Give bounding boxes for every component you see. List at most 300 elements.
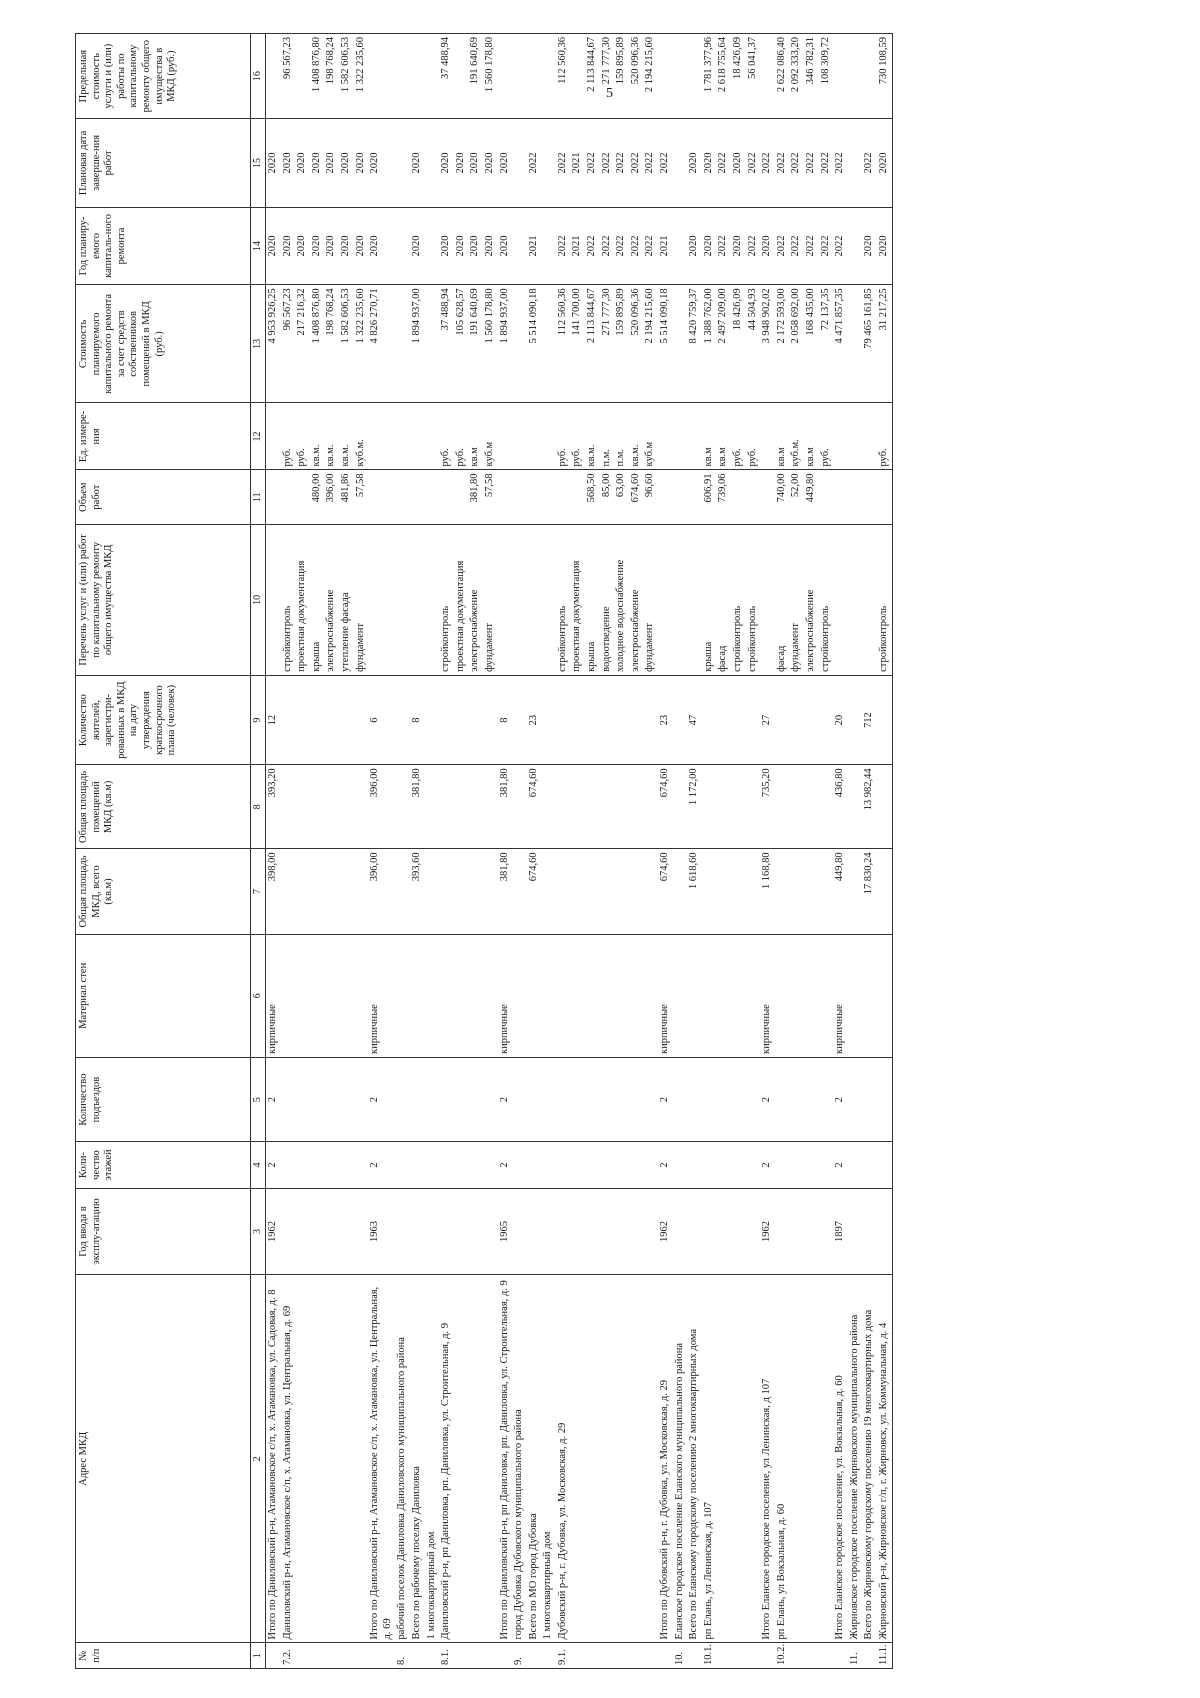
cost-cell: 1 322 235,60 bbox=[354, 285, 369, 403]
work-volume-cell: 739,06 bbox=[716, 470, 731, 524]
column-number: 11 bbox=[251, 470, 266, 524]
address-cell bbox=[614, 1275, 629, 1643]
address-cell: Жирновский р-н, Жирновское г/п, г. Жирновск, ул. Коммунальная, д. 4 bbox=[877, 1275, 892, 1643]
plan-year-cell: 2022 bbox=[614, 207, 629, 285]
finish-date-cell: 2022 bbox=[600, 119, 615, 207]
floors-cell bbox=[629, 1142, 644, 1189]
plan-year-cell: 2022 bbox=[629, 207, 644, 285]
work-volume-cell: 96,60 bbox=[643, 470, 658, 524]
work-volume-cell: 568,50 bbox=[585, 470, 600, 524]
commission-year-cell bbox=[281, 1188, 296, 1274]
column-number: 4 bbox=[251, 1142, 266, 1189]
table-row bbox=[512, 34, 527, 1669]
total-area-cell bbox=[789, 849, 804, 934]
table-row bbox=[454, 34, 469, 1669]
finish-date-cell: 2020 bbox=[368, 119, 395, 207]
address-cell bbox=[324, 1275, 339, 1643]
plan-year-cell: 2022 bbox=[643, 207, 658, 285]
residents-cell bbox=[281, 675, 296, 764]
row-number bbox=[804, 1643, 819, 1669]
table-row bbox=[339, 34, 354, 1669]
finish-date-cell: 2020 bbox=[483, 119, 498, 207]
plan-year-cell: 2020 bbox=[760, 207, 775, 285]
table-row bbox=[687, 34, 702, 1669]
residents-cell bbox=[468, 675, 483, 764]
unit-cell: п.м. bbox=[600, 403, 615, 470]
unit-cell: куб.м. bbox=[789, 403, 804, 470]
wall-material-cell: кирпичные bbox=[760, 934, 775, 1057]
floors-cell bbox=[354, 1142, 369, 1189]
plan-year-cell: 2021 bbox=[658, 207, 673, 285]
wall-material-cell bbox=[877, 934, 892, 1057]
row-number bbox=[483, 1643, 498, 1669]
table-row bbox=[819, 34, 834, 1669]
cost-cell: 2 194 215,60 bbox=[643, 285, 658, 403]
premises-area-cell bbox=[819, 765, 834, 849]
plan-year-cell bbox=[512, 207, 527, 285]
residents-cell bbox=[614, 675, 629, 764]
wall-material-cell bbox=[541, 934, 556, 1057]
floors-cell bbox=[281, 1142, 296, 1189]
premises-area-cell bbox=[702, 765, 717, 849]
work-volume-cell: 396,00 bbox=[324, 470, 339, 524]
work-type-cell bbox=[848, 524, 863, 675]
limit-cost-cell bbox=[454, 34, 469, 119]
commission-year-cell: 1962 bbox=[658, 1188, 673, 1274]
table-row bbox=[833, 34, 848, 1669]
wall-material-cell: кирпичные bbox=[498, 934, 513, 1057]
commission-year-cell bbox=[673, 1188, 688, 1274]
unit-cell bbox=[862, 403, 877, 470]
total-area-cell bbox=[804, 849, 819, 934]
column-number: 1 bbox=[251, 1643, 266, 1669]
work-volume-cell: 57,58 bbox=[354, 470, 369, 524]
plan-year-cell: 2020 bbox=[410, 207, 425, 285]
finish-date-cell: 2022 bbox=[746, 119, 761, 207]
table-row bbox=[804, 34, 819, 1669]
floors-cell bbox=[483, 1142, 498, 1189]
address-cell: рп Елань, ул Вокзальная, д. 60 bbox=[775, 1275, 790, 1643]
total-area-cell: 398,00 bbox=[266, 849, 281, 934]
wall-material-cell bbox=[512, 934, 527, 1057]
total-area-cell bbox=[629, 849, 644, 934]
commission-year-cell bbox=[731, 1188, 746, 1274]
commission-year-cell bbox=[819, 1188, 834, 1274]
work-type-cell bbox=[658, 524, 673, 675]
work-volume-cell bbox=[760, 470, 775, 524]
cost-cell: 5 514 090,18 bbox=[527, 285, 542, 403]
wall-material-cell bbox=[295, 934, 310, 1057]
plan-year-cell: 2020 bbox=[877, 207, 892, 285]
cost-cell: 105 628,57 bbox=[454, 285, 469, 403]
total-area-cell bbox=[702, 849, 717, 934]
floors-cell bbox=[673, 1142, 688, 1189]
entrances-cell bbox=[281, 1058, 296, 1142]
address-cell bbox=[643, 1275, 658, 1643]
total-area-cell bbox=[281, 849, 296, 934]
limit-cost-cell: 191 640,69 bbox=[468, 34, 483, 119]
total-area-cell bbox=[716, 849, 731, 934]
limit-cost-cell: 520 096,36 bbox=[629, 34, 644, 119]
commission-year-cell bbox=[702, 1188, 717, 1274]
floors-cell bbox=[310, 1142, 325, 1189]
column-number: 12 bbox=[251, 403, 266, 470]
unit-cell: руб. bbox=[556, 403, 571, 470]
wall-material-cell bbox=[483, 934, 498, 1057]
column-number: 5 bbox=[251, 1058, 266, 1142]
entrances-cell bbox=[541, 1058, 556, 1142]
header-cell: Общая площадь помещений МКД (кв.м) bbox=[76, 765, 251, 849]
entrances-cell bbox=[483, 1058, 498, 1142]
work-volume-cell bbox=[687, 470, 702, 524]
plan-year-cell: 2022 bbox=[585, 207, 600, 285]
cost-cell: 4 471 857,35 bbox=[833, 285, 848, 403]
row-number bbox=[541, 1643, 556, 1669]
table-row bbox=[439, 34, 454, 1669]
work-volume-cell: 52,00 bbox=[789, 470, 804, 524]
row-number: 10. bbox=[673, 1643, 688, 1669]
limit-cost-cell: 56 041,37 bbox=[746, 34, 761, 119]
entrances-cell: 2 bbox=[833, 1058, 848, 1142]
header-cell: Перечень услуг и (или) работ по капитальному ремонту общего имущества МКД bbox=[76, 524, 251, 675]
table-row bbox=[266, 34, 281, 1669]
plan-year-cell: 2020 bbox=[368, 207, 395, 285]
work-type-cell bbox=[541, 524, 556, 675]
unit-cell bbox=[410, 403, 425, 470]
plan-year-cell: 2021 bbox=[570, 207, 585, 285]
wall-material-cell bbox=[775, 934, 790, 1057]
residents-cell: 712 bbox=[862, 675, 877, 764]
address-cell bbox=[600, 1275, 615, 1643]
residents-cell bbox=[731, 675, 746, 764]
unit-cell: куб.м. bbox=[354, 403, 369, 470]
residents-cell bbox=[702, 675, 717, 764]
column-number: 10 bbox=[251, 524, 266, 675]
wall-material-cell: кирпичные bbox=[266, 934, 281, 1057]
work-type-cell bbox=[266, 524, 281, 675]
cost-cell: 1 894 937,00 bbox=[498, 285, 513, 403]
limit-cost-cell bbox=[570, 34, 585, 119]
table-row bbox=[556, 34, 571, 1669]
table-row bbox=[310, 34, 325, 1669]
limit-cost-cell: 198 768,24 bbox=[324, 34, 339, 119]
residents-cell bbox=[600, 675, 615, 764]
finish-date-cell: 2022 bbox=[643, 119, 658, 207]
address-cell: Итого по Даниловский р-н, Атамановское с/п, х. Атамановка, ул. Садовая, д. 8 bbox=[266, 1275, 281, 1643]
address-cell: Всего по Еланскому городскому поселению 2 многоквартирных дома bbox=[687, 1275, 702, 1643]
table-row bbox=[848, 34, 863, 1669]
floors-cell bbox=[731, 1142, 746, 1189]
premises-area-cell: 1 172,00 bbox=[687, 765, 702, 849]
commission-year-cell bbox=[483, 1188, 498, 1274]
plan-year-cell bbox=[425, 207, 440, 285]
entrances-cell bbox=[570, 1058, 585, 1142]
total-area-cell bbox=[512, 849, 527, 934]
work-volume-cell bbox=[819, 470, 834, 524]
address-cell bbox=[310, 1275, 325, 1643]
cost-cell: 1 408 876,80 bbox=[310, 285, 325, 403]
table-row bbox=[731, 34, 746, 1669]
column-number: 2 bbox=[251, 1275, 266, 1643]
unit-cell: руб. bbox=[295, 403, 310, 470]
unit-cell: руб. bbox=[731, 403, 746, 470]
total-area-cell bbox=[395, 849, 410, 934]
address-cell bbox=[731, 1275, 746, 1643]
column-number-row bbox=[251, 34, 266, 1669]
work-type-cell: стройконтроль bbox=[746, 524, 761, 675]
floors-cell bbox=[410, 1142, 425, 1189]
plan-year-cell: 2020 bbox=[281, 207, 296, 285]
limit-cost-cell: 112 560,36 bbox=[556, 34, 571, 119]
wall-material-cell bbox=[731, 934, 746, 1057]
table-row bbox=[760, 34, 775, 1669]
wall-material-cell bbox=[281, 934, 296, 1057]
work-volume-cell bbox=[541, 470, 556, 524]
commission-year-cell: 1897 bbox=[833, 1188, 848, 1274]
wall-material-cell bbox=[527, 934, 542, 1057]
entrances-cell bbox=[746, 1058, 761, 1142]
floors-cell bbox=[512, 1142, 527, 1189]
limit-cost-cell: 346 782,31 bbox=[804, 34, 819, 119]
header-cell: Стоимость планируемого капитального ремонта за счет средств собственников помещений в МКД (руб.) bbox=[76, 285, 251, 403]
plan-year-cell: 2020 bbox=[862, 207, 877, 285]
unit-cell: кв.м bbox=[775, 403, 790, 470]
address-cell: Всего по рабочему поселку Даниловка bbox=[410, 1275, 425, 1643]
address-cell bbox=[483, 1275, 498, 1643]
premises-area-cell: 381,80 bbox=[410, 765, 425, 849]
entrances-cell: 2 bbox=[266, 1058, 281, 1142]
cost-cell: 141 700,00 bbox=[570, 285, 585, 403]
residents-cell bbox=[310, 675, 325, 764]
premises-area-cell: 381,80 bbox=[498, 765, 513, 849]
finish-date-cell: 2022 bbox=[658, 119, 673, 207]
residents-cell bbox=[629, 675, 644, 764]
entrances-cell bbox=[862, 1058, 877, 1142]
address-cell: рабочий поселок Даниловка Даниловского муниципального района bbox=[395, 1275, 410, 1643]
finish-date-cell: 2022 bbox=[862, 119, 877, 207]
unit-cell: кв.м bbox=[716, 403, 731, 470]
address-cell bbox=[804, 1275, 819, 1643]
unit-cell: кв.м. bbox=[629, 403, 644, 470]
table-row bbox=[702, 34, 717, 1669]
plan-year-cell: 2020 bbox=[310, 207, 325, 285]
unit-cell: кв.м. bbox=[324, 403, 339, 470]
plan-year-cell: 2022 bbox=[600, 207, 615, 285]
entrances-cell: 2 bbox=[760, 1058, 775, 1142]
unit-cell: кв.м. bbox=[310, 403, 325, 470]
table-row bbox=[324, 34, 339, 1669]
commission-year-cell bbox=[454, 1188, 469, 1274]
work-volume-cell: 57,58 bbox=[483, 470, 498, 524]
unit-cell bbox=[395, 403, 410, 470]
finish-date-cell: 2020 bbox=[687, 119, 702, 207]
work-volume-cell bbox=[527, 470, 542, 524]
wall-material-cell bbox=[702, 934, 717, 1057]
plan-year-cell bbox=[848, 207, 863, 285]
work-type-cell bbox=[527, 524, 542, 675]
table-row bbox=[410, 34, 425, 1669]
total-area-cell: 381,80 bbox=[498, 849, 513, 934]
work-type-cell: проектная документация bbox=[454, 524, 469, 675]
premises-area-cell bbox=[643, 765, 658, 849]
entrances-cell bbox=[789, 1058, 804, 1142]
row-number bbox=[266, 1643, 281, 1669]
row-number bbox=[614, 1643, 629, 1669]
row-number: 7.2. bbox=[281, 1643, 296, 1669]
limit-cost-cell bbox=[658, 34, 673, 119]
entrances-cell bbox=[585, 1058, 600, 1142]
commission-year-cell bbox=[541, 1188, 556, 1274]
entrances-cell bbox=[731, 1058, 746, 1142]
entrances-cell bbox=[643, 1058, 658, 1142]
unit-cell: кв.м bbox=[702, 403, 717, 470]
finish-date-cell: 2020 bbox=[324, 119, 339, 207]
table-row bbox=[295, 34, 310, 1669]
limit-cost-cell bbox=[848, 34, 863, 119]
row-number bbox=[862, 1643, 877, 1669]
plan-year-cell: 2020 bbox=[295, 207, 310, 285]
cost-cell bbox=[512, 285, 527, 403]
floors-cell bbox=[775, 1142, 790, 1189]
premises-area-cell bbox=[310, 765, 325, 849]
commission-year-cell bbox=[439, 1188, 454, 1274]
total-area-cell: 1 618,60 bbox=[687, 849, 702, 934]
total-area-cell: 674,60 bbox=[527, 849, 542, 934]
premises-area-cell bbox=[775, 765, 790, 849]
finish-date-cell: 2022 bbox=[585, 119, 600, 207]
finish-date-cell: 2022 bbox=[716, 119, 731, 207]
work-type-cell bbox=[425, 524, 440, 675]
residents-cell: 20 bbox=[833, 675, 848, 764]
address-cell bbox=[629, 1275, 644, 1643]
unit-cell bbox=[848, 403, 863, 470]
row-number bbox=[498, 1643, 513, 1669]
work-volume-cell bbox=[266, 470, 281, 524]
commission-year-cell bbox=[556, 1188, 571, 1274]
cost-cell: 72 137,35 bbox=[819, 285, 834, 403]
cost-cell: 1 894 937,00 bbox=[410, 285, 425, 403]
finish-date-cell: 2022 bbox=[527, 119, 542, 207]
row-number bbox=[527, 1643, 542, 1669]
finish-date-cell: 2022 bbox=[804, 119, 819, 207]
finish-date-cell: 2022 bbox=[789, 119, 804, 207]
residents-cell bbox=[425, 675, 440, 764]
cost-cell: 168 435,00 bbox=[804, 285, 819, 403]
premises-area-cell bbox=[439, 765, 454, 849]
total-area-cell: 674,60 bbox=[658, 849, 673, 934]
limit-cost-cell bbox=[295, 34, 310, 119]
residents-cell: 8 bbox=[410, 675, 425, 764]
limit-cost-cell bbox=[541, 34, 556, 119]
limit-cost-cell bbox=[760, 34, 775, 119]
unit-cell bbox=[687, 403, 702, 470]
cost-cell: 2 497 209,00 bbox=[716, 285, 731, 403]
address-cell: Еланское городское поселение Еланского муниципального района bbox=[673, 1275, 688, 1643]
premises-area-cell bbox=[541, 765, 556, 849]
commission-year-cell bbox=[527, 1188, 542, 1274]
finish-date-cell: 2020 bbox=[468, 119, 483, 207]
limit-cost-cell: 2 622 086,40 bbox=[775, 34, 790, 119]
residents-cell: 8 bbox=[498, 675, 513, 764]
commission-year-cell bbox=[310, 1188, 325, 1274]
floors-cell bbox=[468, 1142, 483, 1189]
address-cell bbox=[789, 1275, 804, 1643]
unit-cell bbox=[266, 403, 281, 470]
cost-cell bbox=[395, 285, 410, 403]
entrances-cell bbox=[295, 1058, 310, 1142]
cost-cell: 5 514 090,18 bbox=[658, 285, 673, 403]
row-number bbox=[310, 1643, 325, 1669]
work-volume-cell bbox=[833, 470, 848, 524]
unit-cell bbox=[658, 403, 673, 470]
wall-material-cell bbox=[600, 934, 615, 1057]
commission-year-cell bbox=[687, 1188, 702, 1274]
table-row bbox=[643, 34, 658, 1669]
cost-cell bbox=[673, 285, 688, 403]
commission-year-cell bbox=[643, 1188, 658, 1274]
residents-cell bbox=[483, 675, 498, 764]
work-type-cell bbox=[498, 524, 513, 675]
address-cell: Дубовский р-н, г. Дубовка, ул. Московская, д. 29 bbox=[556, 1275, 571, 1643]
floors-cell bbox=[614, 1142, 629, 1189]
unit-cell: куб.м bbox=[483, 403, 498, 470]
column-number: 16 bbox=[251, 34, 266, 119]
limit-cost-cell bbox=[512, 34, 527, 119]
wall-material-cell bbox=[354, 934, 369, 1057]
work-type-cell bbox=[512, 524, 527, 675]
row-number bbox=[833, 1643, 848, 1669]
total-area-cell bbox=[556, 849, 571, 934]
total-area-cell bbox=[614, 849, 629, 934]
row-number bbox=[570, 1643, 585, 1669]
work-type-cell bbox=[833, 524, 848, 675]
entrances-cell bbox=[877, 1058, 892, 1142]
work-type-cell: стройконтроль bbox=[731, 524, 746, 675]
limit-cost-cell bbox=[368, 34, 395, 119]
unit-cell: кв.м bbox=[804, 403, 819, 470]
wall-material-cell bbox=[746, 934, 761, 1057]
work-type-cell: стройконтроль bbox=[819, 524, 834, 675]
wall-material-cell bbox=[819, 934, 834, 1057]
wall-material-cell: кирпичные bbox=[658, 934, 673, 1057]
commission-year-cell bbox=[862, 1188, 877, 1274]
commission-year-cell bbox=[425, 1188, 440, 1274]
work-type-cell bbox=[368, 524, 395, 675]
finish-date-cell: 2022 bbox=[819, 119, 834, 207]
plan-year-cell: 2020 bbox=[483, 207, 498, 285]
premises-area-cell bbox=[295, 765, 310, 849]
entrances-cell bbox=[527, 1058, 542, 1142]
entrances-cell bbox=[804, 1058, 819, 1142]
work-volume-cell: 85,00 bbox=[600, 470, 615, 524]
address-cell bbox=[746, 1275, 761, 1643]
header-row bbox=[76, 34, 251, 1669]
floors-cell bbox=[454, 1142, 469, 1189]
unit-cell: п.м. bbox=[614, 403, 629, 470]
premises-area-cell: 396,00 bbox=[368, 765, 395, 849]
unit-cell bbox=[512, 403, 527, 470]
premises-area-cell bbox=[877, 765, 892, 849]
entrances-cell bbox=[687, 1058, 702, 1142]
unit-cell bbox=[425, 403, 440, 470]
floors-cell bbox=[687, 1142, 702, 1189]
commission-year-cell bbox=[395, 1188, 410, 1274]
table-row bbox=[746, 34, 761, 1669]
commission-year-cell: 1962 bbox=[266, 1188, 281, 1274]
address-cell: Итого Еланское городское поселение, ул Ленинская, д 107 bbox=[760, 1275, 775, 1643]
header-cell: Ед. измере-ния bbox=[76, 403, 251, 470]
work-volume-cell bbox=[848, 470, 863, 524]
